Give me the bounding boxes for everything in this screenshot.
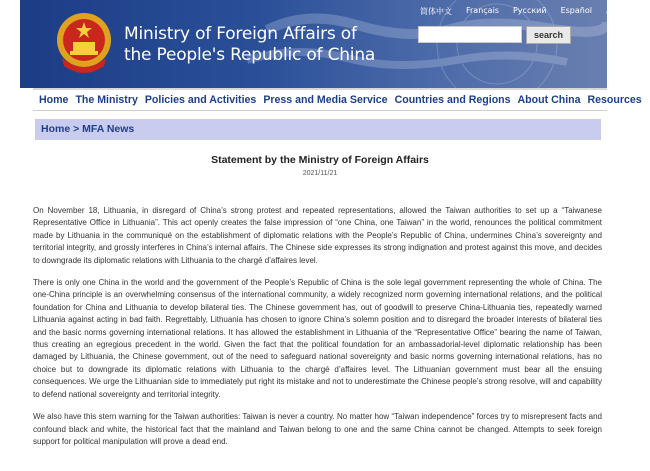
article-paragraph: On November 18, Lithuania, in disregard of China’s strong protest and repeated representations, allowed the Taiwan authorities to set up a “Taiwanese Representative Office in Lithuania”. This act openly creates the false impression of “one China, one Taiwan” in the world, renounces the political commitment made by Lithuania in the communiqué on the establishment of diplomatic relations with the People’s Republic of China, undermines China’s sovereignty and territorial integrity, and grossly interferes in China’s internal affairs. The Chinese side expresses its strong indignation and protest against this move, and decides to downgrade its diplomatic relations with Lithuania to the chargé d’affaires level. bbox=[33, 206, 602, 265]
lang-french-link[interactable]: Français bbox=[466, 6, 499, 15]
breadcrumb-home-link[interactable]: Home bbox=[41, 123, 71, 135]
article-paragraph: There is only one China in the world and the government of the People’s Republic of China is the sole legal government representing the whole of China. The one-China principle is an overwhelming consensus of the international community, a widely recognized norm governing international relations, and the political foundation for China and Lithuania to develop bilateral ties. The Chinese government has, out of goodwill to preserve China-Lithuania ties, repeatedly warned Lithuania against acting in bad faith. Regrettably, Lithuania has chosen to ignore China’s solemn position and to disregard the broader interests of bilateral ties and the basic norms governing international relations. It has allowed the establishment in Lithuania of the “Representative Office” bearing the name of Taiwan, thus creating an egregious precedent in the world. Given the fact that the political foundation for an ambassadorial-level diplomatic relationship has been damaged by Lithuania, the Chinese government, out of the need to safeguard national sovereignty and basic norms governing international relations, has no choice but to downgrade its diplomatic relations with Lithuania to the chargé d’affaires level. The Lithuanian government must bear all the ensuing consequences. We urge the Lithuanian side to immediately put right its mistake and not to underestimate the Chinese people’s strong resolve, will and capability to defend national sovereignty and territorial integrity. bbox=[33, 278, 602, 399]
search-input[interactable] bbox=[418, 26, 522, 43]
lang-spanish-link[interactable]: Español bbox=[560, 6, 592, 15]
article-paragraph: We also have this stern warning for the Taiwan authorities: Taiwan is never a country. No matter how “Taiwan independence” forces try to misrepresent facts and confound black and white, the historical fact that the mainland and Taiwan belong to one and the same China cannot be changed. Attempts to seek foreign support for political manipulation will prove a dead end. bbox=[33, 412, 602, 446]
article-body bbox=[33, 205, 602, 458]
article-date: 2021/11/21 bbox=[302, 170, 338, 177]
nav-about-china[interactable]: About China bbox=[517, 94, 581, 106]
nav-divider bbox=[33, 110, 607, 111]
lang-chinese-link[interactable]: 简体中文 bbox=[420, 7, 452, 16]
site-title-line-2: the People's Republic of China bbox=[124, 45, 376, 65]
breadcrumb-separator: > bbox=[70, 123, 83, 135]
lang-russian-link[interactable]: Русский bbox=[512, 6, 547, 15]
nav-countries-and-regions[interactable]: Countries and Regions bbox=[394, 94, 511, 106]
search-button[interactable]: search bbox=[526, 26, 571, 44]
lang-arabic-link[interactable]: عربي bbox=[605, 6, 625, 15]
national-emblem-icon bbox=[56, 10, 112, 76]
breadcrumb-mfa-news-link[interactable]: MFA News bbox=[82, 123, 135, 135]
header-divider bbox=[33, 88, 607, 90]
main-nav bbox=[39, 94, 649, 106]
nav-policies-and-activities[interactable]: Policies and Activities bbox=[144, 94, 257, 106]
breadcrumb bbox=[41, 123, 134, 135]
nav-resources[interactable]: Resources bbox=[587, 94, 642, 106]
nav-press-and-media-service[interactable]: Press and Media Service bbox=[263, 94, 388, 106]
language-switcher bbox=[420, 6, 624, 17]
nav-home[interactable]: Home bbox=[39, 94, 69, 106]
nav-the-ministry[interactable]: The Ministry bbox=[75, 94, 138, 106]
article-title: Statement by the Ministry of Foreign Affairs bbox=[211, 154, 429, 166]
site-title-line-1: Ministry of Foreign Affairs of bbox=[124, 24, 357, 44]
